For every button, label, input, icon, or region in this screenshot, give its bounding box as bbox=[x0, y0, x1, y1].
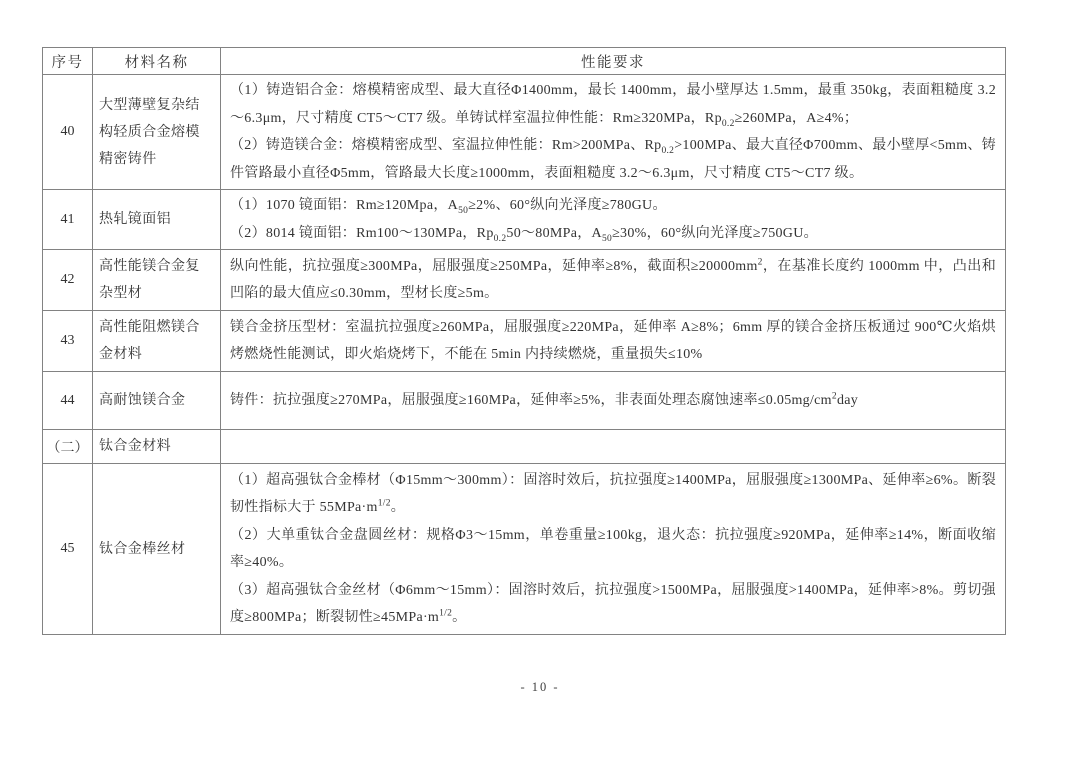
requirement-paragraph: 铸件：抗拉强度≥270MPa，屈服强度≥160MPa，延伸率≥5%，非表面处理态腐蚀速率$\le 0.05mg/cm^2day$ bbox=[230, 391, 859, 408]
header-no: 序号 bbox=[43, 48, 93, 75]
requirements-cell bbox=[221, 190, 1006, 250]
requirement-paragraph: （1）铸造铝合金：熔模精密成型、最大直径Φ1400mm，最长 1400mm，最小壁厚达 1.5mm，最重 350kg，表面粗糙度 3.2～6.3μm，尺寸精度 CT5～CT7 级。单铸试样室温拉伸性能：Rm≥320MPa，$Rp_{0.2}\ge 260MPa$，A≥4%； bbox=[230, 83, 996, 129]
table-row bbox=[43, 190, 1006, 250]
row-number: 40 bbox=[43, 75, 93, 190]
page-number: - 10 - bbox=[520, 680, 560, 694]
requirement-paragraph: （2）大单重钛合金盘圆丝材：规格Φ3～15mm，单卷重量≥100kg，退火态：抗拉强度≥920MPa，延伸率≥14%，断面收缩率≥40%。 bbox=[230, 527, 996, 570]
requirement-paragraph: （2）8014 镜面铝：Rm100～130MPa，$Rp_{0.2}50\sim 80MPa$，$A_{50}\ge 30\%$，60°纵向光泽度≥750GU。 bbox=[230, 225, 818, 244]
section-number: （二） bbox=[43, 430, 93, 464]
requirements-cell bbox=[221, 464, 1006, 635]
row-number: 42 bbox=[43, 250, 93, 311]
requirement-paragraph: 镁合金挤压型材：室温抗拉强度≥260MPa，屈服强度≥220MPa，延伸率 A≥8%；6mm 厚的镁合金挤压板通过 900℃火焰烘烤燃烧性能测试，即火焰烧烤下，不能在 5min 内持续燃烧，重量损失≤10% bbox=[230, 319, 996, 362]
row-number: 43 bbox=[43, 311, 93, 372]
requirement-paragraph: （2）铸造镁合金：熔模精密成型、室温拉伸性能：Rm>200MPa、$Rp_{0.2}>100MPa$、最大直径Φ700mm、最小壁厚<5mm、铸件管路最小直径Φ5mm，管路最大长度≥1000mm，表面粗糙度 3.2～6.3μm，尺寸精度 CT5～CT7 级。 bbox=[230, 138, 996, 181]
material-name: 高性能镁合金复杂型材 bbox=[93, 250, 221, 311]
requirements-cell bbox=[221, 372, 1006, 430]
requirement-paragraph: （3）超高强钛合金丝材（Φ6mm～15mm）：固溶时效后，抗拉强度>1500MPa，屈服强度>1400MPa，延伸率>8%。剪切强度≥800MPa；断裂韧性$\ge 45MPa\cdot m^{1/2}$。 bbox=[230, 582, 996, 625]
table-row bbox=[43, 75, 1006, 190]
header-material-name: 材料名称 bbox=[93, 48, 221, 75]
material-name: 热轧镜面铝 bbox=[93, 190, 221, 250]
material-name: 高性能阻燃镁合金材料 bbox=[93, 311, 221, 372]
section-title: 钛合金材料 bbox=[93, 430, 221, 464]
row-number: 45 bbox=[43, 464, 93, 635]
row-number: 41 bbox=[43, 190, 93, 250]
material-name: 钛合金棒丝材 bbox=[93, 464, 221, 635]
requirements-cell bbox=[221, 250, 1006, 311]
table-header-row bbox=[43, 48, 1006, 75]
table-row bbox=[43, 372, 1006, 430]
table-row bbox=[43, 464, 1006, 635]
row-number: 44 bbox=[43, 372, 93, 430]
header-requirements: 性能要求 bbox=[221, 48, 1006, 75]
requirement-paragraph: （1）1070 镜面铝：Rm≥120Mpa，$A_{50}\ge 2\%$、60°纵向光泽度≥780GU。 bbox=[230, 198, 667, 216]
requirement-paragraph: 纵向性能，抗拉强度≥300MPa，屈服强度≥250MPa，延伸率≥8%，截面积$\ge 20000mm^2$，在基准长度约 1000mm 中，凸出和凹陷的最大值应≤0.30mm，型材长度≥5m。 bbox=[230, 256, 997, 301]
materials-table bbox=[42, 47, 1006, 635]
material-name: 大型薄壁复杂结构轻质合金熔模精密铸件 bbox=[93, 75, 221, 190]
table-row bbox=[43, 250, 1006, 311]
requirement-paragraph: （1）超高强钛合金棒材（Φ15mm～300mm）：固溶时效后，抗拉强度≥1400MPa，屈服强度≥1300MPa、延伸率≥6%。断裂韧性指标大于 $55MPa\cdot m^{1/2}$。 bbox=[230, 472, 996, 515]
requirements-cell bbox=[221, 311, 1006, 372]
table-row bbox=[43, 311, 1006, 372]
requirements-cell bbox=[221, 75, 1006, 190]
material-name: 高耐蚀镁合金 bbox=[93, 372, 221, 430]
requirements-cell bbox=[221, 430, 1006, 464]
section-row bbox=[43, 430, 1006, 464]
